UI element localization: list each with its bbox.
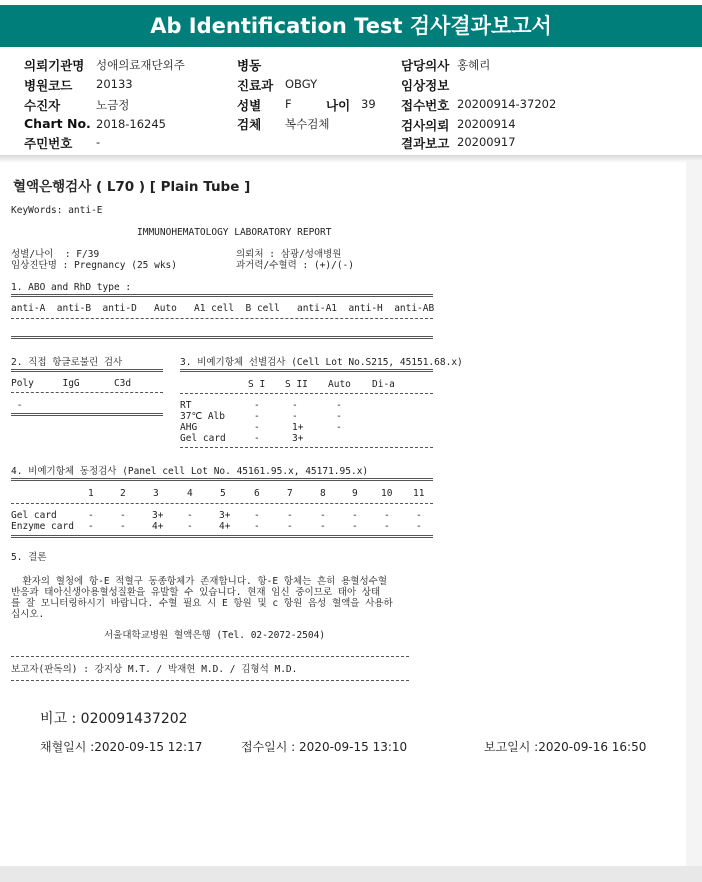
diagnosis: 임상진단명 : Pregnancy (25 wks) [11, 260, 177, 271]
sec4-cell: - [287, 510, 293, 521]
divider [11, 656, 409, 657]
header-label: 의뢰기관명 [24, 58, 85, 73]
divider [11, 535, 433, 538]
sec3-col: S I [248, 379, 266, 390]
sec3-title: 3. 비예기항체 선별검사 (Cell Lot No.S215, 45151.68.x) [180, 357, 463, 368]
sec3-col: Di-a [372, 379, 395, 390]
hospital-contact: 서울대학교병원 혈액은행 (Tel. 02-2072-2504) [104, 630, 326, 641]
sec4-col: 3 [153, 488, 159, 499]
sec4-row-label: Gel card [11, 510, 57, 521]
sec4-cell: 4+ [219, 521, 231, 532]
sec3-cell: - [254, 400, 260, 411]
sec4-col: 11 [413, 488, 425, 499]
header-label: 검체 [237, 117, 262, 132]
sec3-col: S II [285, 379, 308, 390]
sec3-row-label: RT [180, 400, 192, 411]
divider [11, 392, 163, 393]
divider [11, 413, 163, 416]
divider [11, 318, 433, 319]
sec4-cell: - [416, 521, 422, 532]
header-label: 접수번호 [401, 98, 450, 113]
age-value: 39 [361, 97, 376, 111]
lab-report-title: IMMUNOHEMATOLOGY LABORATORY REPORT [137, 227, 332, 238]
divider [180, 369, 433, 372]
sec4-cell: - [120, 521, 126, 532]
sex-age: 성별/나이 : F/39 [11, 249, 100, 260]
sec4-cell: - [254, 510, 260, 521]
report-title: Ab Identification Test 검사결과보고서 [0, 5, 702, 47]
sec3-cell: 3+ [292, 433, 304, 444]
sec4-col: 9 [352, 488, 358, 499]
sec1-title: 1. ABO and RhD type : [11, 282, 132, 293]
header-value: 20200917 [457, 135, 516, 149]
sec4-title: 4. 비예기항체 동정검사 (Panel cell Lot No. 45161.95.x, 45171.95.x) [11, 466, 369, 477]
divider [11, 369, 163, 372]
header-value: F [285, 97, 292, 111]
sec3-row-label: AHG [180, 422, 198, 433]
sec4-col: 8 [320, 488, 326, 499]
sec4-cell: - [287, 521, 293, 532]
patient-header [0, 52, 702, 152]
history: 과거력/수혈력 : (+)/(-) [236, 260, 354, 271]
received-datetime: 접수일시 : 2020-09-15 13:10 [241, 740, 408, 754]
referrer: 의뢰처 : 삼광/성애병원 [236, 249, 342, 260]
sec4-col: 6 [254, 488, 260, 499]
sec3-cell: - [254, 411, 260, 422]
sec4-col: 2 [120, 488, 126, 499]
header-label: 임상정보 [401, 78, 450, 93]
divider [11, 503, 433, 504]
divider [180, 447, 433, 448]
header-label: 담당의사 [401, 58, 450, 73]
divider [11, 478, 433, 481]
header-label: Chart No. [24, 116, 91, 131]
header-value: 20200914 [457, 117, 516, 131]
header-value: 노금정 [96, 98, 130, 112]
keywords: KeyWords: anti-E [11, 205, 103, 216]
header-value: 복수검체 [285, 117, 330, 131]
sec2-title: 2. 직접 항글로불린 검사 [11, 357, 123, 368]
sec4-cell: 3+ [152, 510, 164, 521]
header-value: 성애의료재단외주 [96, 58, 185, 72]
header-value: OBGY [285, 77, 318, 91]
sec4-col: 5 [220, 488, 226, 499]
conclusion-line: 반응과 태아신생아용혈성질환을 유발할 수 있습니다. 현재 임신 중이므로 태아 상태 [11, 587, 381, 598]
sec4-row-label: Enzyme card [11, 521, 74, 532]
sec3-cell: - [254, 422, 260, 433]
header-label: 검사의뢰 [401, 118, 450, 133]
sec3-row-label: 37℃ Alb [180, 411, 225, 422]
header-label: 병동 [237, 58, 262, 73]
sec4-cell: - [120, 510, 126, 521]
section-title: 혈액은행검사 ( L70 ) [ Plain Tube ] [13, 179, 251, 195]
sec4-col: 10 [381, 488, 393, 499]
sec3-cell: - [336, 411, 342, 422]
sec4-col: 7 [287, 488, 293, 499]
sec4-cell: - [384, 521, 390, 532]
sec3-cell: - [292, 411, 298, 422]
header-label: 진료과 [237, 78, 274, 93]
sec2-values: - [11, 400, 23, 411]
sec3-cell: - [254, 433, 260, 444]
sec4-col: 4 [187, 488, 193, 499]
sec3-cell: - [336, 422, 342, 433]
sec5-title: 5. 결론 [11, 552, 47, 563]
divider [11, 294, 433, 297]
sec4-cell: - [352, 521, 358, 532]
header-value: 20200914-37202 [457, 97, 557, 111]
collected-datetime: 채혈일시 :2020-09-15 12:17 [40, 740, 203, 754]
sec3-cell: - [336, 400, 342, 411]
conclusion-line: 를 잘 모니터링하시기 바랍니다. 수혈 필요 시 E 항원 및 c 항원 음성 혈액을 사용하 [11, 598, 393, 609]
remark: 비고 : 020091437202 [40, 711, 188, 727]
header-value: 홍혜리 [457, 58, 491, 72]
sec3-row-label: Gel card [180, 433, 226, 444]
sec4-cell: - [320, 521, 326, 532]
sec4-col: 1 [88, 488, 94, 499]
reporter: 보고자(판독의) : 강지상 M.T. / 박재현 M.D. / 김형석 M.D. [11, 664, 298, 675]
header-value: 20133 [96, 77, 133, 91]
sec3-cell: 1+ [292, 422, 304, 433]
age-label: 나이 [326, 98, 351, 113]
sec4-cell: - [187, 521, 193, 532]
header-label: 결과보고 [401, 136, 450, 151]
sec3-col: Auto [328, 379, 351, 390]
sec4-cell: - [88, 521, 94, 532]
header-label: 성별 [237, 98, 262, 113]
reported-datetime: 보고일시 :2020-09-16 16:50 [484, 740, 647, 754]
header-value: 2018-16245 [96, 117, 166, 131]
header-label: 주민번호 [24, 136, 73, 151]
header-label: 병원코드 [24, 78, 73, 93]
conclusion-line: 환자의 혈청에 항-E 적혈구 동종항체가 존재합니다. 항-E 항체는 흔히 용혈성수혈 [11, 576, 387, 587]
sec4-cell: - [352, 510, 358, 521]
sec4-cell: - [254, 521, 260, 532]
divider [11, 336, 433, 339]
header-value: - [96, 135, 101, 149]
conclusion-line: 십시오. [11, 609, 45, 620]
sec2-header: Poly IgG C3d [11, 378, 132, 389]
sec4-cell: 4+ [152, 521, 164, 532]
header-label: 수진자 [24, 98, 61, 113]
header-divider [0, 155, 702, 163]
sec1-header: anti-A anti-B anti-D Auto A1 cell B cell anti-A1 anti-H anti-AB [11, 303, 435, 314]
scrollbar-track[interactable] [686, 160, 702, 866]
sec4-cell: - [384, 510, 390, 521]
sec4-cell: - [416, 510, 422, 521]
sec4-cell: - [187, 510, 193, 521]
window-bottom-bar [0, 866, 702, 882]
divider [11, 680, 409, 681]
sec4-cell: - [88, 510, 94, 521]
sec3-cell: - [292, 400, 298, 411]
sec4-cell: - [320, 510, 326, 521]
sec4-cell: 3+ [219, 510, 231, 521]
divider [180, 393, 433, 394]
